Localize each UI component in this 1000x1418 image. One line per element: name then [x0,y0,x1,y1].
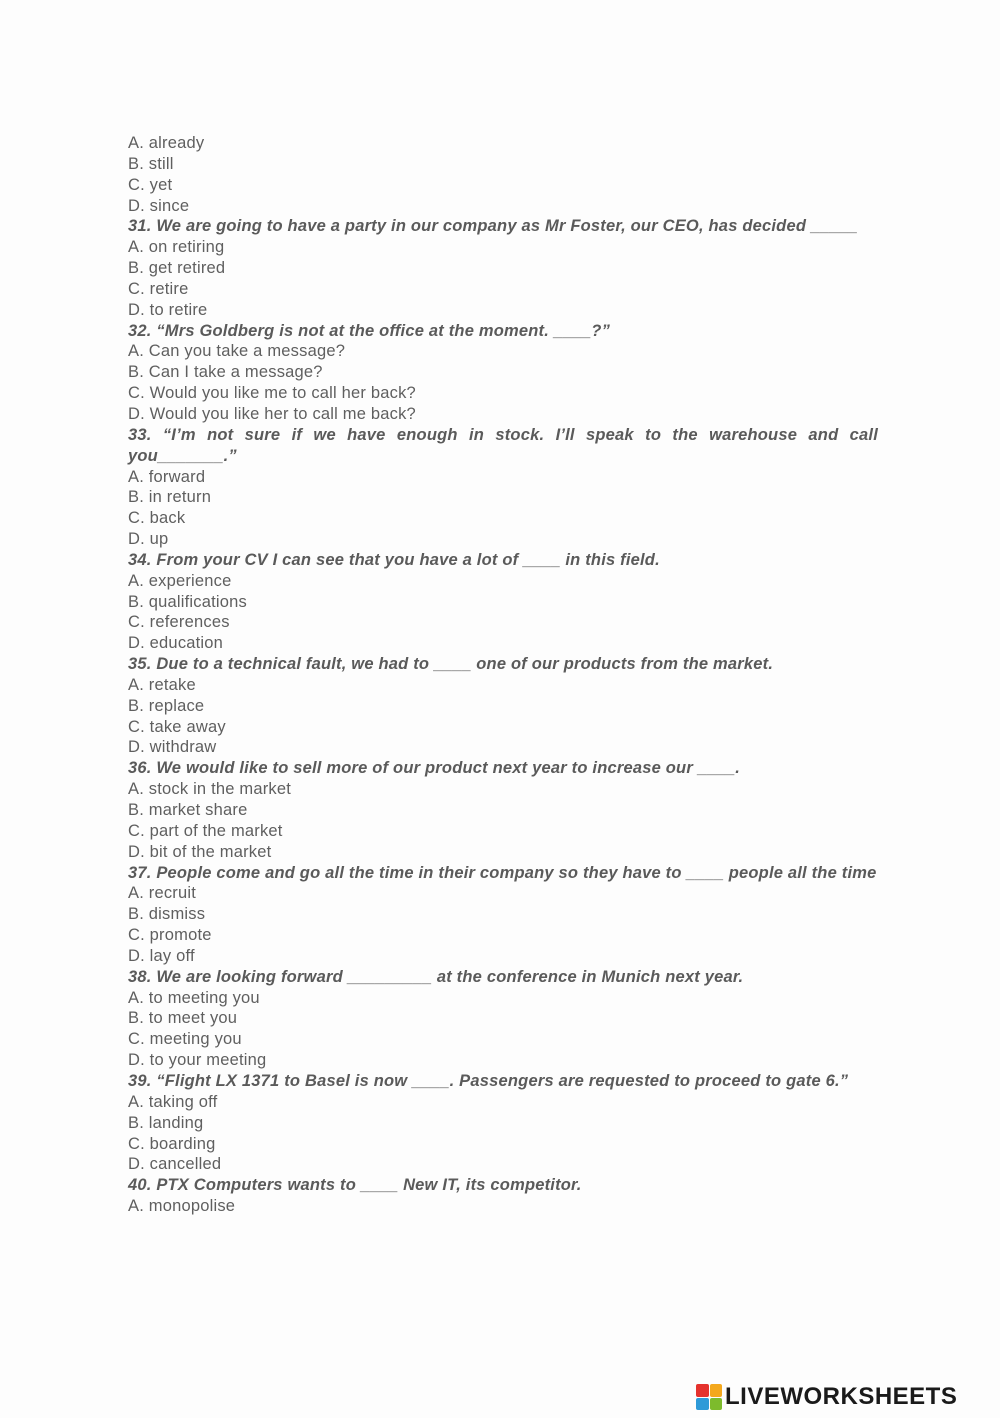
answer-option: D. withdraw [128,738,217,757]
answer-option: D. since [128,196,190,215]
question-text: 33. “I’m not sure if we have enough in stock. I’ll speak to the warehouse and call you_______.” [128,425,878,465]
answer-option: B. qualifications [128,592,247,611]
answer-option: A. on retiring [128,238,225,257]
answer-option: C. boarding [128,1134,216,1153]
answer-option: C. part of the market [128,821,283,840]
answer-option: B. market share [128,801,248,819]
question-text: 34. From your CV I can see that you have a lot of ____ in this field. [128,550,660,569]
answer-option: B. Can I take a message? [128,363,323,382]
answer-option: A. already [128,134,205,152]
answer-option: C. promote [128,926,212,945]
question-text: 40. PTX Computers wants to ____ New IT, its competitor. [128,1176,582,1195]
question-text: 32. “Mrs Goldberg is not at the office at the moment. ____?” [128,321,611,340]
answer-option: D. to retire [128,300,208,319]
answer-option: B. replace [128,696,205,715]
answer-option: A. taking off [128,1092,218,1111]
answer-option: A. recruit [128,884,197,903]
answer-option: D. to your meeting [128,1051,267,1070]
answer-option: B. to meet you [128,1009,238,1028]
answer-option: C. back [128,509,186,528]
answer-option: A. to meeting you [128,988,260,1007]
logo-square [696,1398,709,1411]
question-text: 35. Due to a technical fault, we had to ____ one of our products from the market. [128,655,774,674]
answer-option: C. references [128,613,230,632]
answer-option: D. lay off [128,946,195,965]
answer-option: D. bit of the market [128,842,272,861]
answer-option: B. in return [128,488,212,507]
question-text: 38. We are looking forward _________ at the conference in Munich next year. [128,967,744,986]
answer-option: C. meeting you [128,1030,242,1049]
question-text: 37. People come and go all the time in their company so they have to ____ people all the time [128,863,877,882]
logo-square [696,1384,709,1397]
question-text: 36. We would like to sell more of our product next year to increase our ____. [128,759,741,778]
answer-option: D. Would you like her to call me back? [128,404,416,423]
logo-text: LIVEWORKSHEETS [725,1383,958,1410]
answer-option: D. cancelled [128,1155,222,1174]
answer-option: A. forward [128,467,206,486]
answer-option: A. monopolise [128,1197,236,1216]
answer-option: B. still [128,154,174,173]
answer-option: A. stock in the market [128,780,292,799]
answer-option: D. up [128,530,169,549]
question-text: 39. “Flight LX 1371 to Basel is now ____. Passengers are requested to proceed to gate 6.” [128,1071,849,1090]
logo-square [710,1384,723,1397]
answer-option: D. education [128,634,224,653]
answer-option: C. yet [128,175,173,194]
question-list [128,133,878,1217]
question-text: 31. We are going to have a party in our company as Mr Foster, our CEO, has decided _____ [128,217,858,236]
liveworksheets-logo-icon [696,1384,722,1410]
answer-option: A. Can you take a message? [128,342,346,361]
answer-option: A. retake [128,675,196,694]
answer-option: B. dismiss [128,905,206,924]
answer-option: C. take away [128,717,226,736]
answer-option: A. experience [128,571,232,590]
answer-option: B. landing [128,1113,204,1132]
liveworksheets-logo [696,1384,957,1410]
answer-option: C. Would you like me to call her back? [128,384,416,403]
answer-option: C. retire [128,279,189,298]
logo-square [710,1398,723,1411]
answer-option: B. get retired [128,259,226,278]
